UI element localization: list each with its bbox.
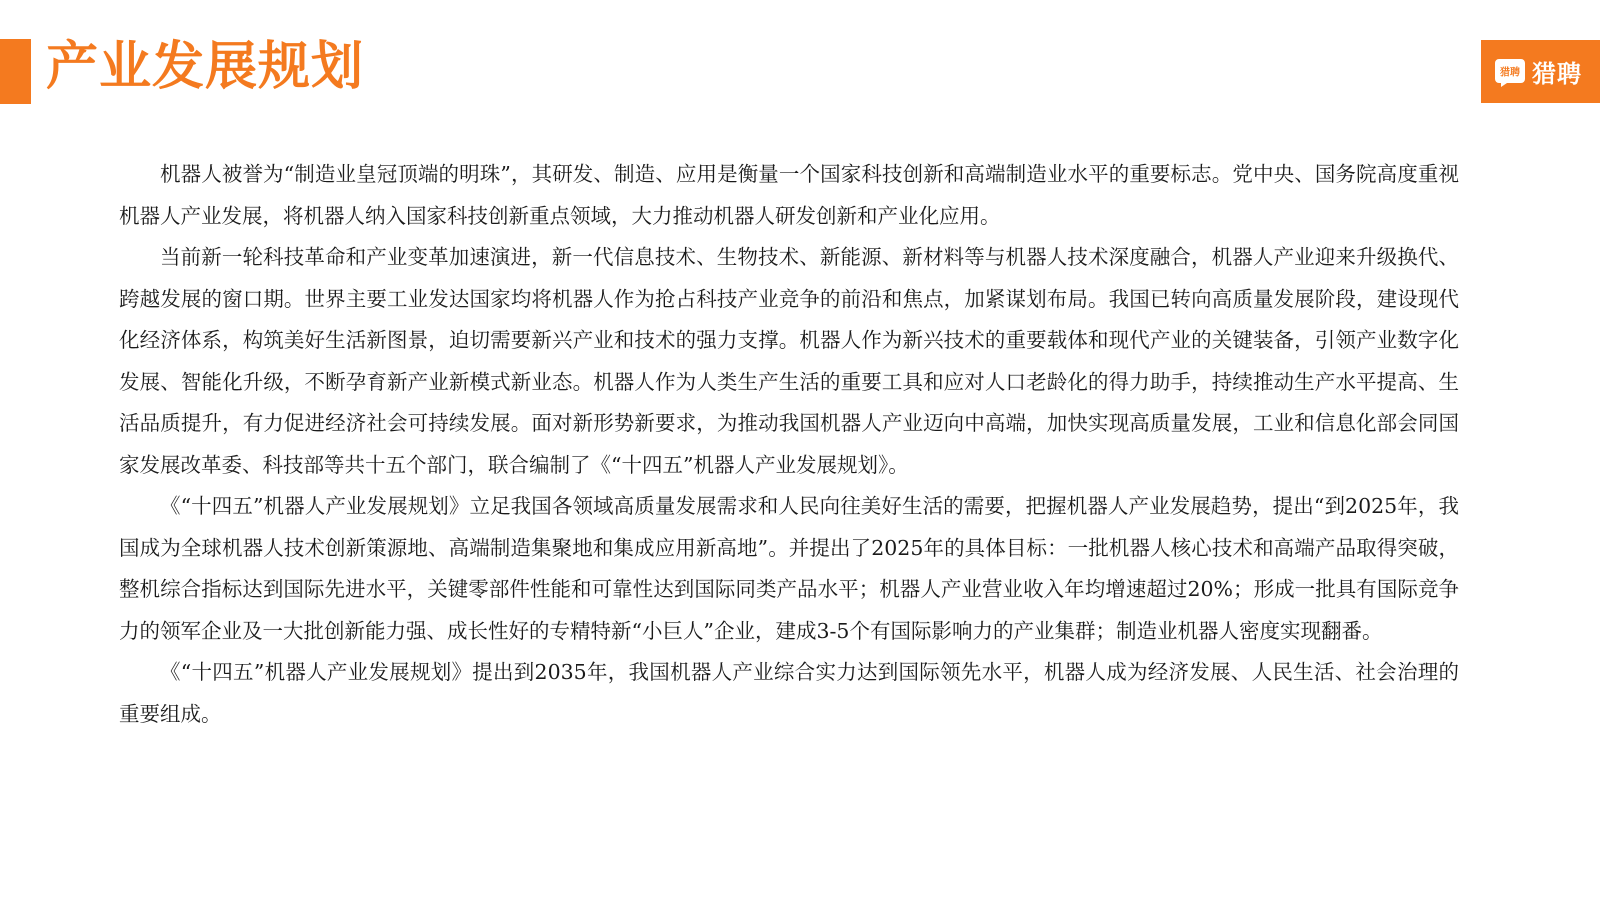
- paragraph-intro: 机器人被誉为“制造业皇冠顶端的明珠”，其研发、制造、应用是衡量一个国家科技创新和高端制造业水平的重要标志。党中央、国务院高度重视机器人产业发展，将机器人纳入国家科技创新重点领域，大力推动机器人研发创新和产业化应用。: [119, 162, 1459, 228]
- article-body: [119, 154, 1459, 735]
- paragraph-2025-goals: 《“十四五”机器人产业发展规划》立足我国各领域高质量发展需求和人民向往美好生活的需要，把握机器人产业发展趋势，提出“到2025年，我国成为全球机器人技术创新策源地、高端制造集聚地和集成应用新高地”。并提出了2025年的具体目标：一批机器人核心技术和高端产品取得突破，整机综合指标达到国际先进水平，关键零部件性能和可靠性达到国际同类产品水平；机器人产业营业收入年均增速超过20%；形成一批具有国际竞争力的领军企业及一大批创新能力强、成长性好的专精特新“小巨人”企业，建成3-5个有国际影响力的产业集群；制造业机器人密度实现翻番。: [119, 494, 1459, 643]
- logo-icon-text: 猎聘: [1500, 67, 1520, 78]
- page-title: 产业发展规划: [46, 37, 365, 97]
- title-accent-bar: [0, 39, 31, 104]
- logo-text: 猎聘: [1532, 60, 1582, 88]
- liepin-logo: [1481, 40, 1600, 103]
- paragraph-background: 当前新一轮科技革命和产业变革加速演进，新一代信息技术、生物技术、新能源、新材料等与机器人技术深度融合，机器人产业迎来升级换代、跨越发展的窗口期。世界主要工业发达国家均将机器人作为抢占科技产业竞争的前沿和焦点，加紧谋划布局。我国已转向高质量发展阶段，建设现代化经济体系，构筑美好生活新图景，迫切需要新兴产业和技术的强力支撑。机器人作为新兴技术的重要载体和现代产业的关键装备，引领产业数字化发展、智能化升级，不断孕育新产业新模式新业态。机器人作为人类生产生活的重要工具和应对人口老龄化的得力助手，持续推动生产水平提高、生活品质提升，有力促进经济社会可持续发展。面对新形势新要求，为推动我国机器人产业迈向中高端，加快实现高质量发展，工业和信息化部会同国家发展改革委、科技部等共十五个部门，联合编制了《“十四五”机器人产业发展规划》。: [119, 245, 1459, 477]
- chat-bubble-logo-icon: [1493, 55, 1527, 89]
- paragraph-2035-goals: 《“十四五”机器人产业发展规划》提出到2035年，我国机器人产业综合实力达到国际领先水平，机器人成为经济发展、人民生活、社会治理的重要组成。: [119, 660, 1459, 726]
